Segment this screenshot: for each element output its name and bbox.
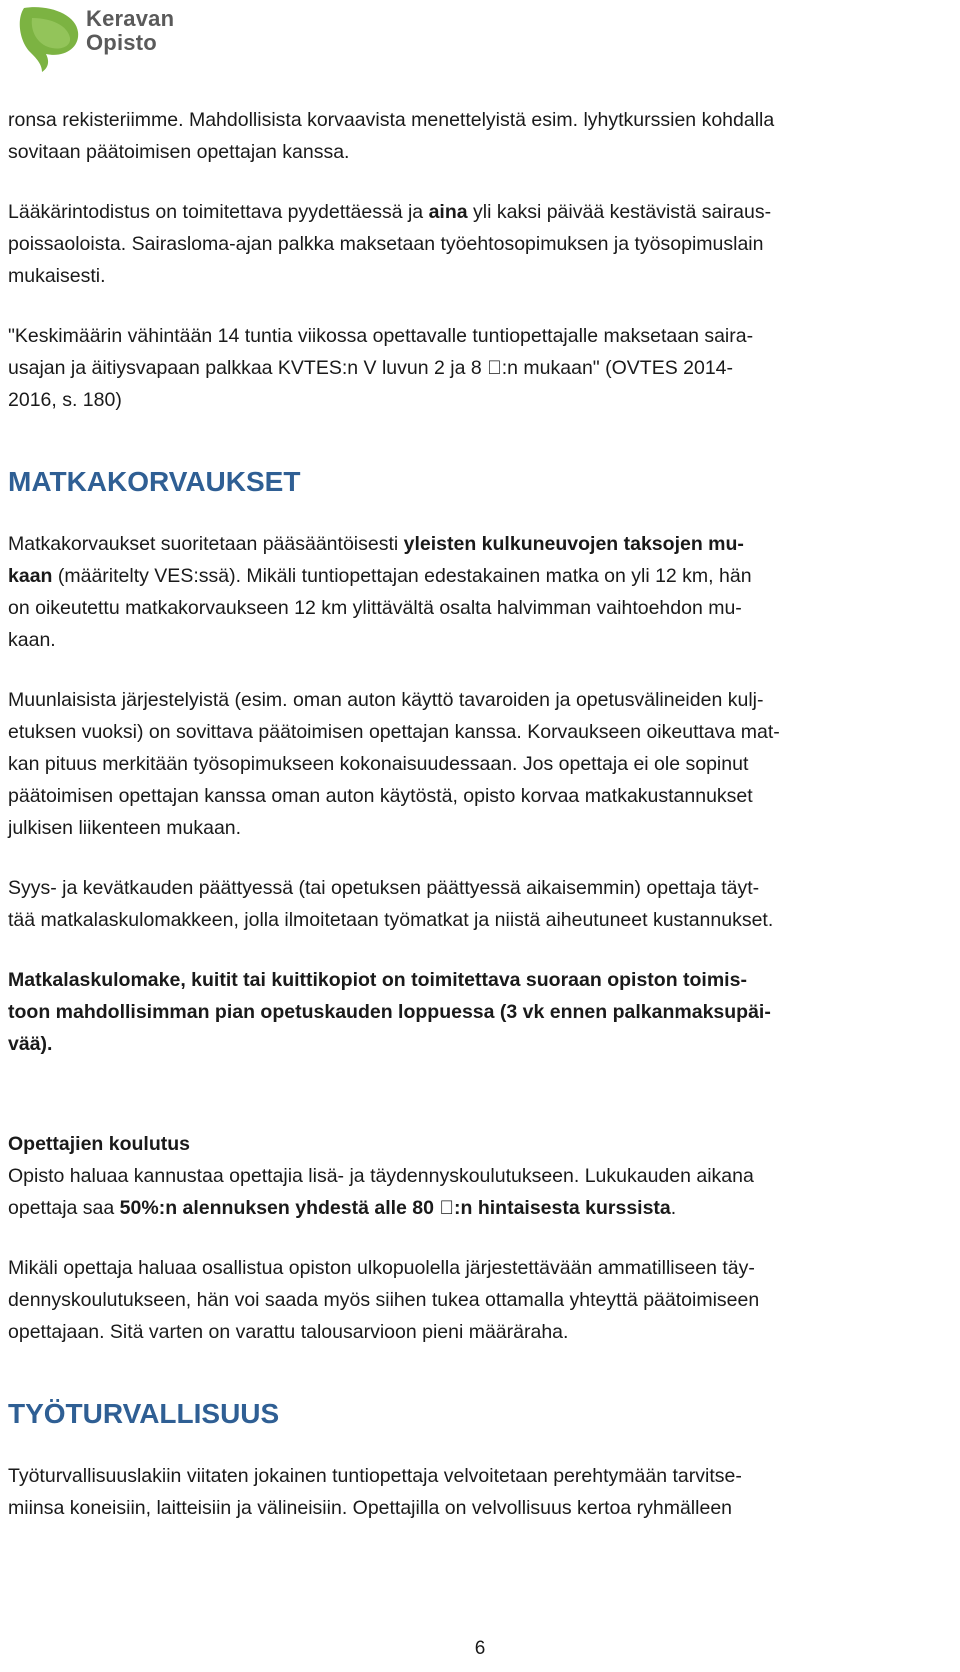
text-line: (määritelty VES:ssä). Mikäli tuntiopettajan edestakainen matka on yli 12 km, hän <box>52 565 752 587</box>
text-line: Matkakorvaukset suoritetaan pääsääntöisesti <box>8 533 404 555</box>
text-line: miinsa koneisiin, laitteisiin ja välineisiin. Opettajilla on velvollisuus kertoa ryhmälleen <box>8 1497 733 1519</box>
paragraph-laakarintodistus <box>8 196 928 292</box>
paragraph-ammatillinen <box>8 1252 928 1348</box>
keravan-opisto-logo <box>18 4 218 84</box>
emphasis-aina: aina <box>428 201 468 223</box>
leaf-logo-icon <box>18 4 82 74</box>
logo-text-opisto: Opisto <box>86 30 157 55</box>
text-line: toon mahdollisimman pian opetuskauden loppuessa (3 vk ennen palkanmaksupäi- <box>8 1001 771 1023</box>
logo-text-keravan: Keravan <box>86 6 175 31</box>
text-line: päätoimisen opettajan kanssa oman auton käytöstä, opisto korvaa matkakustannukset <box>8 785 753 807</box>
paragraph-muunlaiset <box>8 684 928 844</box>
text-line: vää). <box>8 1033 53 1055</box>
heading-matkakorvaukset: MATKAKORVAUKSET <box>8 466 301 497</box>
emphasis-mukaan: kaan <box>8 565 53 587</box>
text-line: opettajaan. Sitä varten on varattu talousarvioon pieni määräraha. <box>8 1321 569 1343</box>
paragraph-rekisteri <box>8 104 928 168</box>
text-line: on oikeutettu matkakorvaukseen 12 km ylittävältä osalta halvimman vaihtoehdon mu- <box>8 597 742 619</box>
text-line: Lääkärintodistus on toimitettava pyydettäessä ja <box>8 201 429 223</box>
paragraph-quote-ovtes <box>8 320 928 416</box>
subheading-opettajien-koulutus: Opettajien koulutus <box>8 1133 191 1155</box>
text-line: "Keskimäärin vähintään 14 tuntia viikossa opettavalle tuntiopettajalle maksetaan saira- <box>8 325 754 347</box>
heading-tyoturvallisuus: TYÖTURVALLISUUS <box>8 1398 280 1429</box>
text-line: dennyskoulutukseen, hän voi saada myös siihen tukea ottamalla yhteyttä päätoimiseen <box>8 1289 760 1311</box>
text-line: Syys- ja kevätkauden päättyessä (tai opetuksen päättyessä aikaisemmin) opettaja täyt- <box>8 877 760 899</box>
text-line: Mikäli opettaja haluaa osallistua opiston ulkopuolella järjestettävään ammatilliseen täy- <box>8 1257 755 1279</box>
paragraph-matkakorvaukset <box>8 528 928 656</box>
text-line: kan pituus merkitään työsopimukseen kokonaisuudessaan. Jos opettaja ei ole sopinut <box>8 753 749 775</box>
paragraph-matkalasku <box>8 872 928 936</box>
text-line: mukaisesti. <box>8 265 106 287</box>
text-line: poissaoloista. Sairasloma-ajan palkka maksetaan työehtosopimuksen ja työsopimuslain <box>8 233 764 255</box>
emphasis-alennus: 50%:n alennuksen yhdestä alle 80  :n hintaisesta kurssista <box>119 1197 671 1219</box>
text-line: sovitaan päätoimisen opettajan kanssa. <box>8 141 350 163</box>
page-number: 6 <box>474 1638 486 1659</box>
text-line: Opisto haluaa kannustaa opettajia lisä- ja täydennyskoulutukseen. Lukukauden aikana <box>8 1165 754 1187</box>
paragraph-koulutus <box>8 1128 928 1224</box>
text-line: . <box>670 1197 677 1219</box>
text-line: julkisen liikenteen mukaan. <box>8 817 242 839</box>
text-line: etuksen vuoksi) on sovittava päätoimisen opettajan kanssa. Korvaukseen oikeuttava mat- <box>8 721 780 743</box>
text-line: Muunlaisista järjestelyistä (esim. oman auton käyttö tavaroiden ja opetusvälineiden kulj- <box>8 689 764 711</box>
text-line: kaan. <box>8 629 56 651</box>
text-line: opettaja saa <box>8 1197 120 1219</box>
text-line: usajan ja äitiysvapaan palkkaa KVTES:n V luvun 2 ja 8  :n mukaan" (OVTES 2014- <box>8 357 734 379</box>
document-body <box>8 104 928 1524</box>
text-line: ronsa rekisteriimme. Mahdollisista korvaavista menettelyistä esim. lyhytkurssien kohdalla <box>8 109 775 131</box>
text-line: tää matkalaskulomakkeen, jolla ilmoitetaan työmatkat ja niistä aiheutuneet kustannukset. <box>8 909 774 931</box>
emphasis-taksat: yleisten kulkuneuvojen taksojen mu- <box>403 533 744 555</box>
paragraph-matkalasku-bold <box>8 964 928 1060</box>
paragraph-tyoturvallisuus <box>8 1460 928 1524</box>
text-line: 2016, s. 180) <box>8 389 122 411</box>
text-line: Työturvallisuuslakiin viitaten jokainen tuntiopettaja velvoitetaan perehtymään tarvitse- <box>8 1465 742 1487</box>
text-line: Matkalaskulomake, kuitit tai kuittikopiot on toimitettava suoraan opiston toimis- <box>8 969 747 991</box>
text-line: yli kaksi päivää kestävistä sairaus- <box>467 201 772 223</box>
